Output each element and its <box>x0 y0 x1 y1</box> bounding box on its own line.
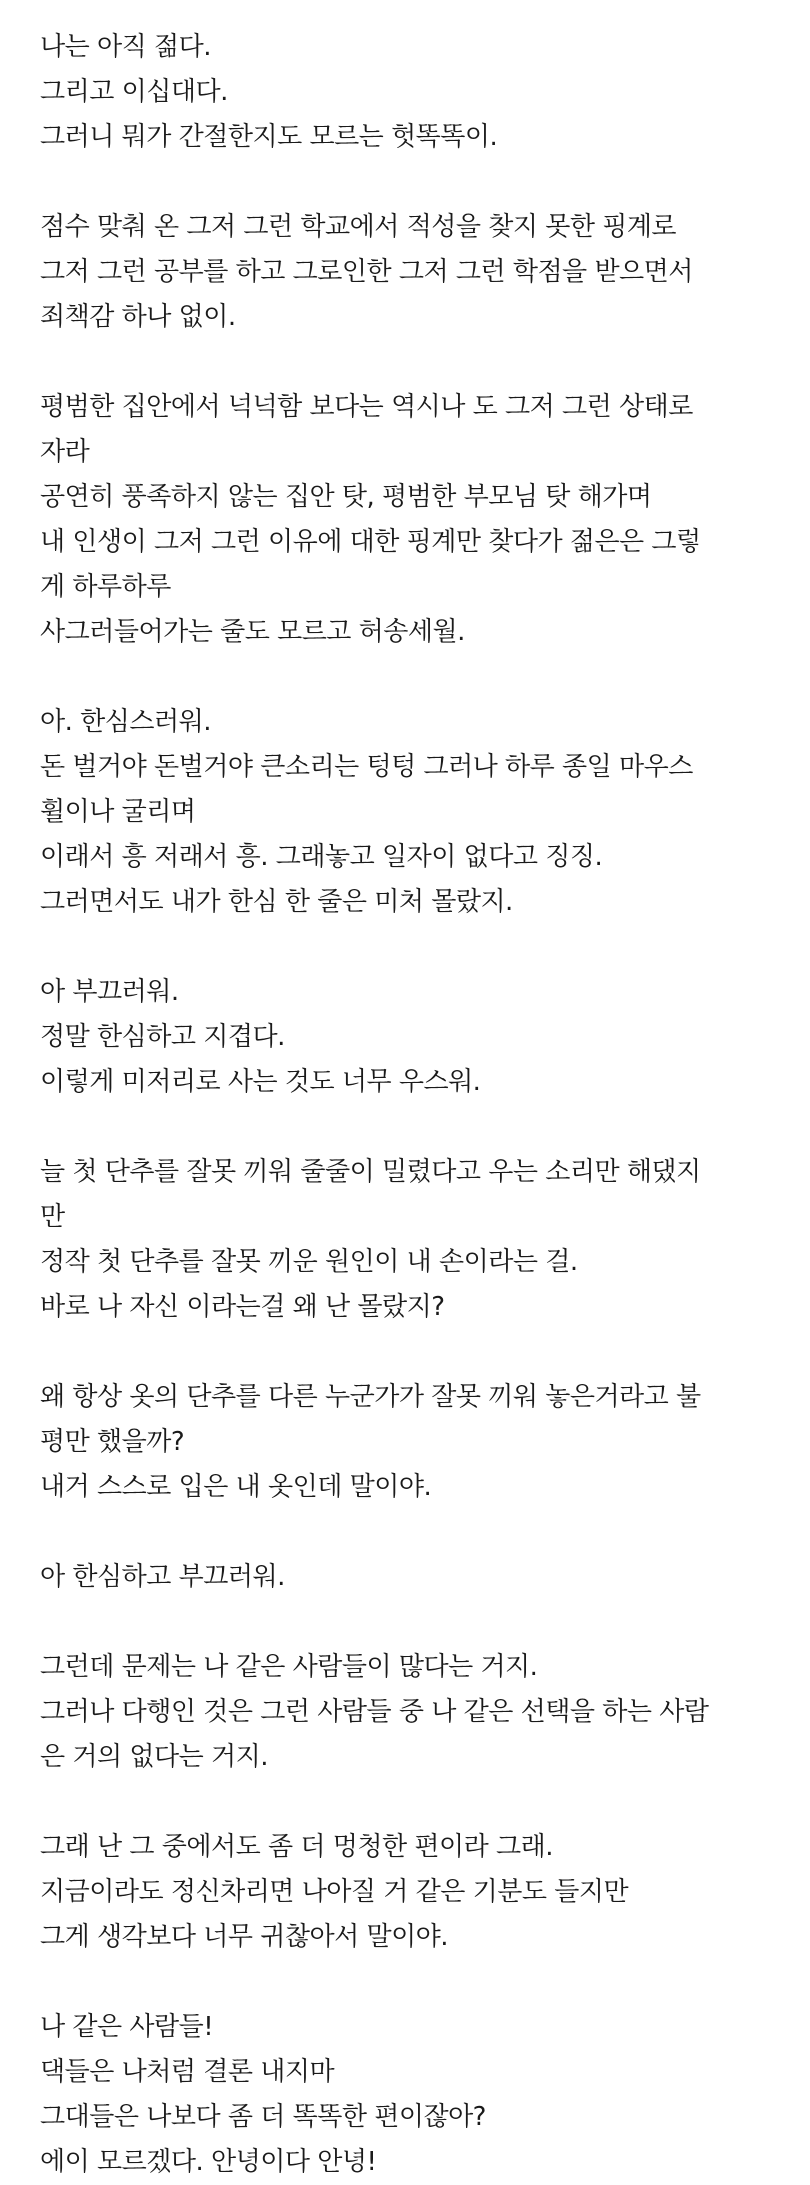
paragraph <box>40 1150 780 1330</box>
paragraph-gap <box>40 1600 780 1645</box>
text-line: 바로 나 자신 이라는걸 왜 난 몰랐지? <box>40 1292 445 1322</box>
text-line: 그저 그런 공부를 하고 그로인한 그저 그런 학점을 받으면서 <box>40 257 693 287</box>
paragraph-gap <box>40 340 780 385</box>
text-line: 평만 했을까? <box>40 1427 185 1457</box>
text-line: 에이 모르겠다. 안녕이다 안녕! <box>40 2147 377 2177</box>
text-line: 이렇게 미저리로 사는 것도 너무 우스워. <box>40 1067 481 1097</box>
text-line: 아 부끄러워. <box>40 977 179 1007</box>
text-line: 그러니 뭐가 간절한지도 모르는 헛똑똑이. <box>40 122 498 152</box>
paragraph-gap <box>40 1960 780 2005</box>
text-line: 그대들은 나보다 좀 더 똑똑한 편이잖아? <box>40 2102 486 2132</box>
text-line: 점수 맞춰 온 그저 그런 학교에서 적성을 찾지 못한 핑계로 <box>40 212 677 242</box>
paragraph-gap <box>40 1330 780 1375</box>
paragraph <box>40 1555 780 1600</box>
text-line: 내거 스스로 입은 내 옷인데 말이야. <box>40 1472 432 1502</box>
paragraph <box>40 2005 780 2185</box>
text-line: 사그러들어가는 줄도 모르고 허송세월. <box>40 617 465 647</box>
text-line: 그러나 다행인 것은 그런 사람들 중 나 같은 선택을 하는 사람 <box>40 1697 709 1727</box>
text-line: 이래서 흥 저래서 흥. 그래놓고 일자이 없다고 징징. <box>40 842 603 872</box>
text-line: 휠이나 굴리며 <box>40 797 196 827</box>
paragraph <box>40 1375 780 1510</box>
text-line: 공연히 풍족하지 않는 집안 탓, 평범한 부모님 탓 해가며 <box>40 482 652 512</box>
text-line: 나는 아직 젊다. <box>40 32 211 62</box>
paragraph-gap <box>40 925 780 970</box>
text-line: 그게 생각보다 너무 귀찮아서 말이야. <box>40 1922 449 1952</box>
paragraph <box>40 25 780 160</box>
paragraph-gap <box>40 1105 780 1150</box>
text-line: 그런데 문제는 나 같은 사람들이 많다는 거지. <box>40 1652 538 1682</box>
text-line: 평범한 집안에서 넉넉함 보다는 역시나 도 그저 그런 상태로 <box>40 392 693 422</box>
text-line: 그리고 이십대다. <box>40 77 228 107</box>
text-line: 게 하루하루 <box>40 572 171 602</box>
text-line: 왜 항상 옷의 단추를 다른 누군가가 잘못 끼워 놓은거라고 불 <box>40 1382 701 1412</box>
paragraph <box>40 1645 780 1780</box>
text-line: 그래 난 그 중에서도 좀 더 멍청한 편이라 그래. <box>40 1832 553 1862</box>
text-line: 정말 한심하고 지겹다. <box>40 1022 285 1052</box>
text-line: 아. 한심스러워. <box>40 707 211 737</box>
paragraph-gap <box>40 1780 780 1825</box>
text-line: 내 인생이 그저 그런 이유에 대한 핑계만 찾다가 젊은은 그렇 <box>40 527 701 557</box>
text-line: 만 <box>40 1202 65 1232</box>
post-body <box>40 0 780 2185</box>
text-line: 정작 첫 단추를 잘못 끼운 원인이 내 손이라는 걸. <box>40 1247 578 1277</box>
paragraph <box>40 970 780 1105</box>
paragraph <box>40 700 780 925</box>
paragraph-gap <box>40 1510 780 1555</box>
text-line: 죄책감 하나 없이. <box>40 302 236 332</box>
text-line: 돈 벌거야 돈벌거야 큰소리는 텅텅 그러나 하루 종일 마우스 <box>40 752 693 782</box>
text-line: 자라 <box>40 437 90 467</box>
text-line: 은 거의 없다는 거지. <box>40 1742 268 1772</box>
paragraph <box>40 385 780 655</box>
paragraph <box>40 1825 780 1960</box>
text-line: 댁들은 나처럼 결론 내지마 <box>40 2057 335 2087</box>
paragraph-gap <box>40 160 780 205</box>
paragraph-gap <box>40 655 780 700</box>
text-line: 아 한심하고 부끄러워. <box>40 1562 285 1592</box>
paragraph <box>40 205 780 340</box>
text-line: 늘 첫 단추를 잘못 끼워 줄줄이 밀렸다고 우는 소리만 해댔지 <box>40 1157 701 1187</box>
text-line: 나 같은 사람들! <box>40 2012 214 2042</box>
text-line: 그러면서도 내가 한심 한 줄은 미처 몰랐지. <box>40 887 513 917</box>
text-line: 지금이라도 정신차리면 나아질 거 같은 기분도 들지만 <box>40 1877 629 1907</box>
